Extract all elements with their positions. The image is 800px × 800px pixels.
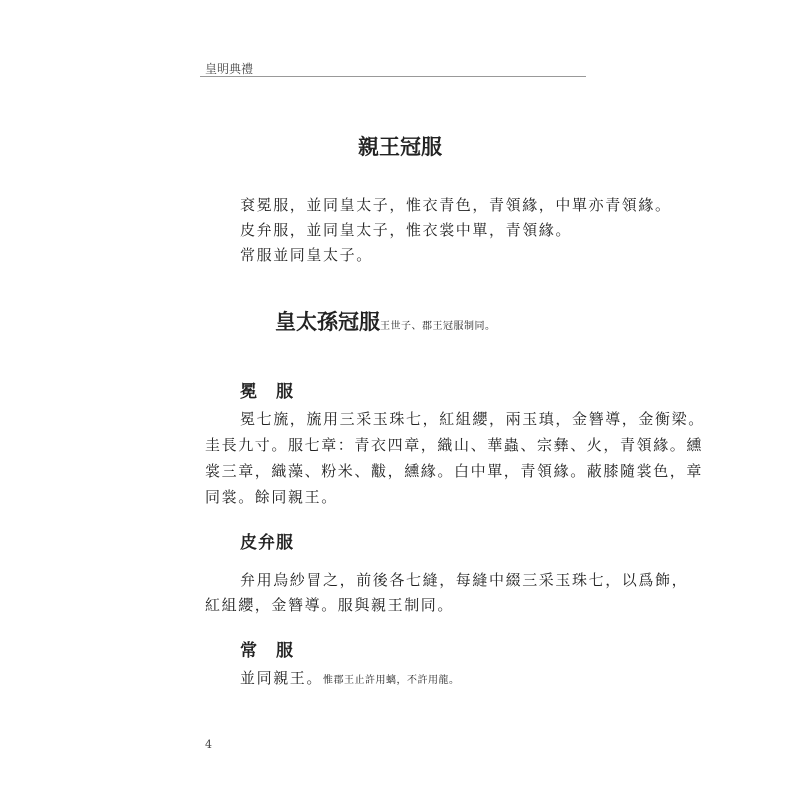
paragraph-line: 冕七旒，旒用三采玉珠七，紅組纓，兩玉瑱，金簪導，金衡梁。 [240, 410, 705, 428]
header-rule [200, 76, 586, 77]
paragraph-line: 弁用烏紗冒之，前後各七縫，每縫中綴三采玉珠七，以爲飾， [240, 571, 689, 589]
paragraph-line: 同裳。餘同親王。 [205, 488, 338, 506]
paragraph-line: 裳三章，織藻、粉米、黻，纁緣。白中單，青領緣。蔽膝隨裳色，章 [205, 462, 704, 480]
page-number: 4 [205, 738, 212, 751]
running-title: 皇明典禮 [205, 62, 254, 76]
title-note: 王世子、郡王冠服制同。 [380, 321, 496, 332]
paragraph-line: 皮弁服，並同皇太子，惟衣裳中單，青領緣。 [240, 221, 573, 239]
line-text: 並同親王。 [240, 669, 324, 687]
paragraph-line [240, 667, 460, 688]
paragraph-line: 常服並同皇太子。 [240, 246, 373, 264]
subheading: 皮弁服 [240, 533, 294, 553]
paragraph-line: 圭長九寸。服七章：青衣四章，織山、華蟲、宗彝、火，青領緣。纁 [205, 436, 704, 454]
section-title [275, 306, 496, 336]
annotation: 惟郡王止許用螭，不許用龍。 [323, 675, 460, 686]
paragraph-line: 紅組纓，金簪導。服與親王制同。 [205, 596, 455, 614]
section-title-text: 皇太孫冠服 [275, 310, 380, 334]
subheading: 冕 服 [240, 382, 294, 402]
subheading: 常 服 [240, 641, 294, 661]
paragraph-line: 袞冕服，並同皇太子，惟衣青色，青領緣，中單亦青領緣。 [240, 196, 672, 214]
section-title: 親王冠服 [358, 135, 442, 159]
